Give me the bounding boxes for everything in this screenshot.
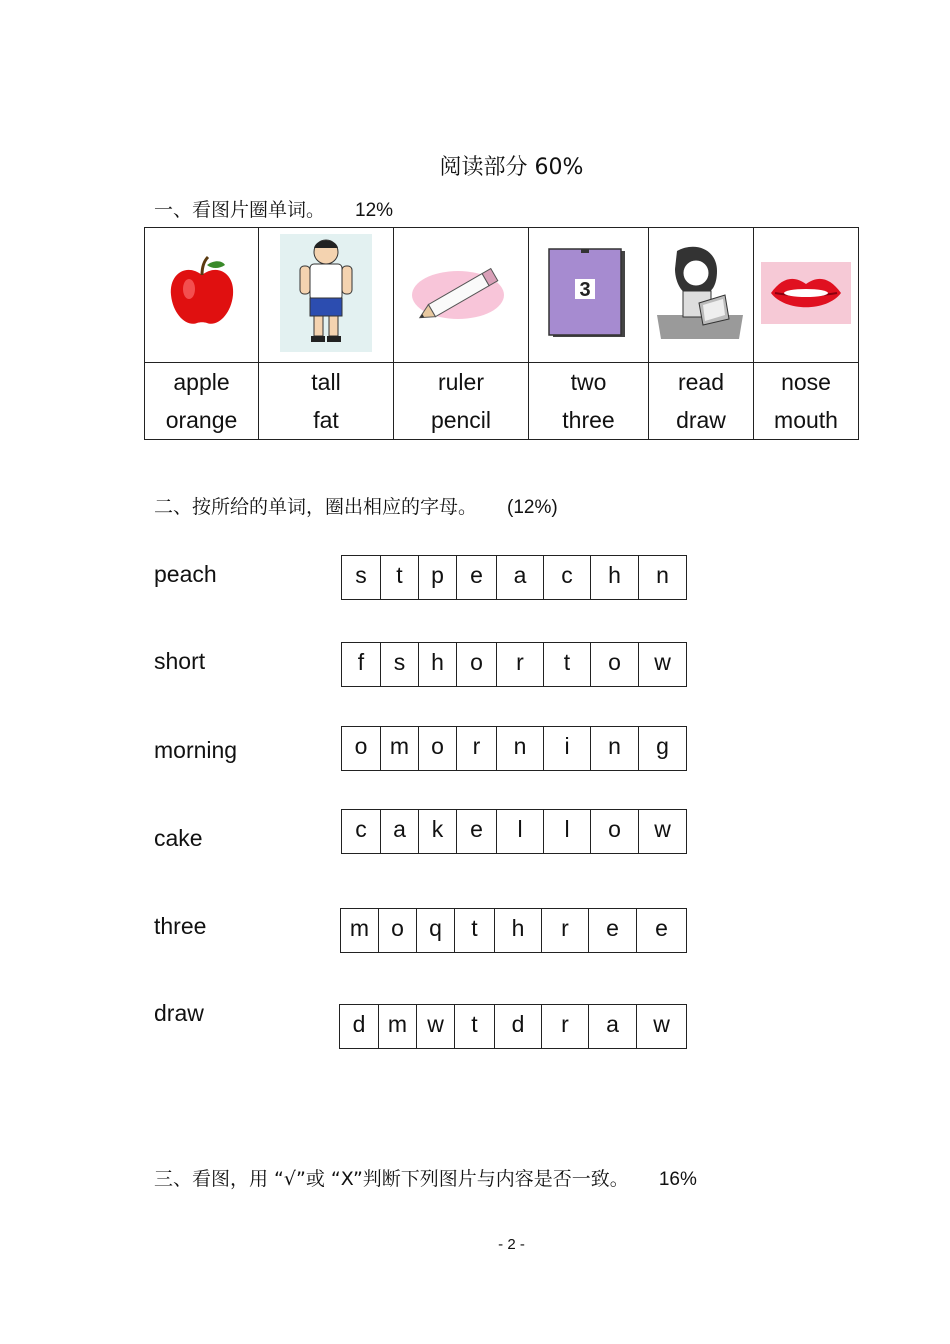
letter-cell[interactable]: t <box>454 909 494 952</box>
word-option[interactable]: read <box>677 369 725 395</box>
letter-cell[interactable]: o <box>418 727 456 770</box>
letter-cell[interactable]: a <box>588 1005 636 1048</box>
letter-cell[interactable]: e <box>636 909 686 952</box>
word-option[interactable]: draw <box>676 407 726 433</box>
letter-cell[interactable]: e <box>456 556 496 599</box>
letter-cell[interactable]: w <box>638 643 686 686</box>
picture-cell-lips <box>754 228 859 363</box>
word-option[interactable]: ruler <box>437 369 484 395</box>
pencil-icon <box>408 257 514 329</box>
apple-icon <box>167 253 237 333</box>
letter-grid-morning <box>341 726 687 771</box>
section-2-heading <box>154 492 558 519</box>
letter-cell[interactable]: o <box>378 909 416 952</box>
letter-cell[interactable]: f <box>357 649 365 675</box>
letter-cell[interactable]: i <box>543 727 590 770</box>
letter-cell[interactable]: k <box>418 810 456 853</box>
letter-cell[interactable]: r <box>496 643 543 686</box>
letter-cell[interactable]: g <box>638 727 686 770</box>
word-cell-6 <box>754 363 859 440</box>
lips-icon <box>761 262 851 324</box>
section-1-heading <box>154 195 393 222</box>
word-cell-4 <box>529 363 649 440</box>
boy-icon <box>280 234 372 352</box>
section-1-points: 12% <box>355 200 394 221</box>
number-three-card-icon <box>543 245 635 341</box>
letter-cell[interactable]: d <box>352 1011 366 1037</box>
letter-cell[interactable]: s <box>380 643 418 686</box>
letter-cell[interactable]: h <box>494 909 541 952</box>
letter-cell[interactable]: r <box>541 1005 588 1048</box>
picture-cell-pencil <box>394 228 529 363</box>
letter-cell[interactable]: l <box>496 810 543 853</box>
girl-reading-icon <box>655 245 747 341</box>
puzzle-word: draw <box>154 1000 204 1026</box>
letter-grid-peach <box>341 555 687 600</box>
section-2-title: 二、按所给的单词，圈出相应的字母。 <box>154 496 478 518</box>
page-title: 阅读部分 60% <box>439 155 584 180</box>
letter-cell[interactable]: s <box>355 562 367 588</box>
picture-cell-girl-reading <box>649 228 754 363</box>
letter-cell[interactable]: o <box>590 810 638 853</box>
puzzle-word: short <box>154 648 206 674</box>
letter-cell[interactable]: n <box>496 727 543 770</box>
picture-word-table <box>144 227 859 440</box>
letter-cell[interactable]: r <box>541 909 588 952</box>
word-option[interactable]: pencil <box>430 407 492 433</box>
section-2-points: (12%) <box>507 497 558 518</box>
letter-cell[interactable]: c <box>355 816 367 842</box>
letter-cell[interactable]: m <box>378 1005 416 1048</box>
letter-cell[interactable]: c <box>543 556 590 599</box>
puzzle-word: peach <box>154 561 217 587</box>
word-cell-3 <box>394 363 529 440</box>
letter-grid-three <box>340 908 687 953</box>
svg-text:3: 3 <box>578 279 591 301</box>
letter-grid-draw <box>339 1004 687 1049</box>
letter-cell[interactable]: h <box>418 643 456 686</box>
letter-cell[interactable]: t <box>380 556 418 599</box>
letter-cell[interactable]: r <box>456 727 496 770</box>
word-option[interactable]: mouth <box>774 407 838 433</box>
letter-cell[interactable]: p <box>418 556 456 599</box>
letter-grid-cake <box>341 809 687 854</box>
page-number: - 2 - <box>498 1236 525 1253</box>
picture-cell-boy <box>259 228 394 363</box>
letter-cell[interactable]: m <box>349 915 370 941</box>
letter-cell[interactable]: a <box>496 556 543 599</box>
section-1-title: 一、看图片圈单词。 <box>154 199 326 221</box>
picture-cell-number-card <box>529 228 649 363</box>
word-option[interactable]: apple <box>173 369 230 395</box>
letter-cell[interactable]: h <box>590 556 638 599</box>
word-cell-5 <box>649 363 754 440</box>
letter-cell[interactable]: e <box>456 810 496 853</box>
word-option[interactable]: orange <box>165 407 238 433</box>
letter-cell[interactable]: o <box>456 643 496 686</box>
letter-cell[interactable]: w <box>636 1005 686 1048</box>
letter-cell[interactable]: w <box>638 810 686 853</box>
word-option[interactable]: three <box>562 407 615 433</box>
letter-grid-short <box>341 642 687 687</box>
letter-cell[interactable]: o <box>590 643 638 686</box>
letter-cell[interactable]: t <box>454 1005 494 1048</box>
section-3-points: 16% <box>658 1169 697 1190</box>
letter-cell[interactable]: e <box>588 909 636 952</box>
puzzle-word: cake <box>154 825 203 851</box>
letter-cell[interactable]: q <box>416 909 454 952</box>
picture-cell-apple <box>145 228 259 363</box>
puzzle-word: three <box>154 913 207 939</box>
word-cell-2 <box>259 363 394 440</box>
letter-cell[interactable]: a <box>380 810 418 853</box>
letter-cell[interactable]: w <box>416 1005 454 1048</box>
letter-cell[interactable]: o <box>354 733 368 759</box>
letter-cell[interactable]: t <box>543 643 590 686</box>
section-3-heading <box>154 1164 697 1191</box>
letter-cell[interactable]: n <box>638 556 686 599</box>
section-3-title: 三、看图，用 “√”或 “X”判断下列图片与内容是否一致。 <box>154 1168 629 1190</box>
word-option[interactable]: tall <box>311 369 341 395</box>
word-option[interactable]: two <box>570 369 607 395</box>
word-option[interactable]: nose <box>781 369 831 395</box>
letter-cell[interactable]: m <box>380 727 418 770</box>
letter-cell[interactable]: d <box>494 1005 541 1048</box>
word-cell-1 <box>145 363 259 440</box>
letter-cell[interactable]: l <box>543 810 590 853</box>
word-option[interactable]: fat <box>313 407 339 433</box>
puzzle-word: morning <box>154 737 238 763</box>
letter-cell[interactable]: n <box>590 727 638 770</box>
